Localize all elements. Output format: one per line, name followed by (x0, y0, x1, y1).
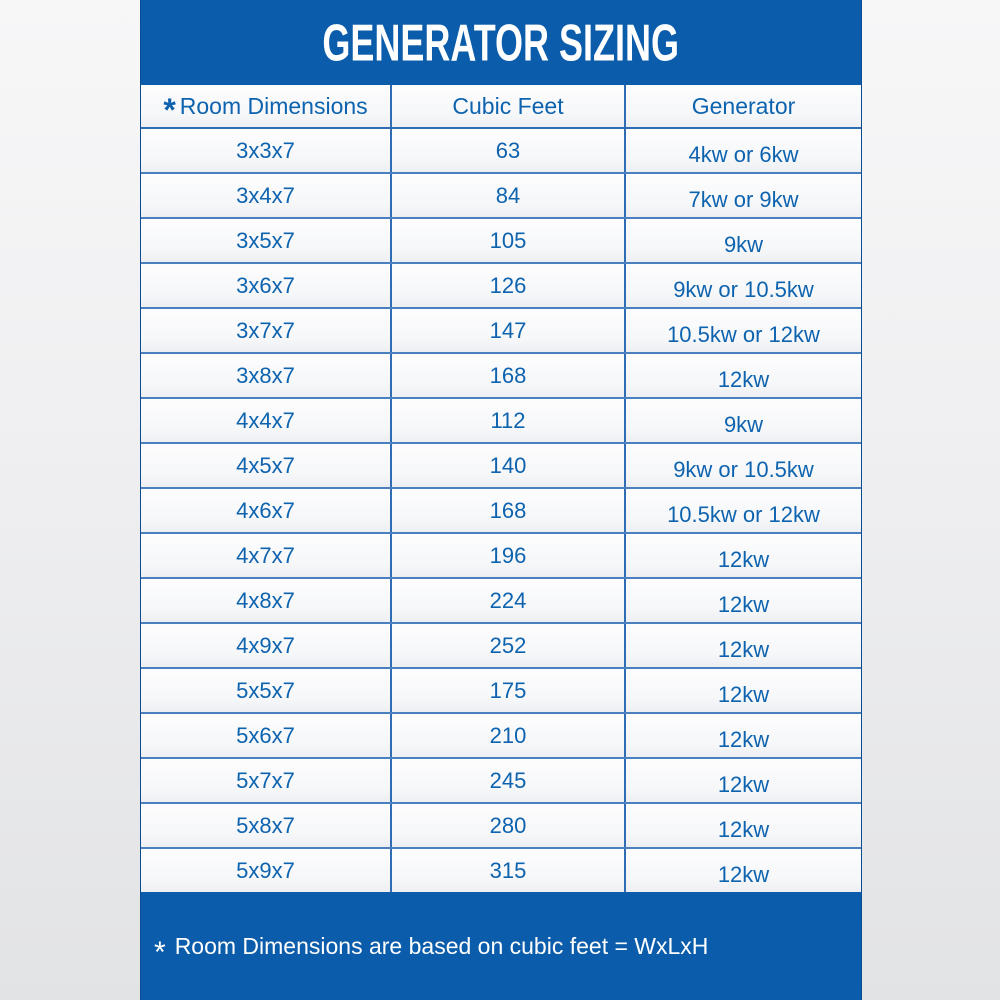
cubic-feet-cell: 112 (391, 398, 625, 443)
table-header-row (141, 85, 861, 128)
cubic-feet-cell: 147 (391, 308, 625, 353)
table-row (141, 623, 861, 668)
room-dimensions-cell: 4x6x7 (141, 488, 391, 533)
table-row (141, 173, 861, 218)
room-dimensions-cell: 3x5x7 (141, 218, 391, 263)
room-dimensions-cell: 3x3x7 (141, 128, 391, 173)
column-header-label: Cubic Feet (452, 92, 564, 119)
cubic-feet-cell: 126 (391, 263, 625, 308)
cubic-feet-cell: 245 (391, 758, 625, 803)
generator-cell: 10.5kw or 12kw (625, 488, 861, 533)
generator-sizing-table (141, 85, 861, 894)
room-dimensions-cell: 4x4x7 (141, 398, 391, 443)
table-row (141, 263, 861, 308)
table-row (141, 443, 861, 488)
table-row (141, 668, 861, 713)
title-bar (141, 0, 861, 85)
generator-cell: 12kw (625, 533, 861, 578)
room-dimensions-cell: 4x8x7 (141, 578, 391, 623)
generator-cell: 9kw (625, 398, 861, 443)
table-body (141, 128, 861, 893)
cubic-feet-cell: 315 (391, 848, 625, 893)
generator-cell: 7kw or 9kw (625, 173, 861, 218)
room-dimensions-cell: 4x9x7 (141, 623, 391, 668)
room-dimensions-cell: 5x6x7 (141, 713, 391, 758)
column-header-label: Generator (691, 92, 796, 119)
cubic-feet-cell: 168 (391, 488, 625, 533)
cubic-feet-cell: 168 (391, 353, 625, 398)
room-dimensions-cell: 5x7x7 (141, 758, 391, 803)
cubic-feet-cell: 63 (391, 128, 625, 173)
asterisk-icon: * (163, 91, 176, 128)
cubic-feet-cell: 210 (391, 713, 625, 758)
cubic-feet-cell: 84 (391, 173, 625, 218)
table-row (141, 713, 861, 758)
table-row (141, 578, 861, 623)
room-dimensions-cell: 3x7x7 (141, 308, 391, 353)
room-dimensions-cell: 3x8x7 (141, 353, 391, 398)
table-row (141, 848, 861, 893)
generator-cell: 12kw (625, 758, 861, 803)
cubic-feet-cell: 196 (391, 533, 625, 578)
table-row (141, 488, 861, 533)
column-header-cubic-feet (391, 85, 625, 128)
room-dimensions-cell: 5x5x7 (141, 668, 391, 713)
column-header-generator (625, 85, 861, 128)
generator-sizing-panel (141, 0, 861, 1000)
table-row (141, 533, 861, 578)
table-row (141, 353, 861, 398)
cubic-feet-cell: 252 (391, 623, 625, 668)
generator-cell: 12kw (625, 668, 861, 713)
cubic-feet-cell: 175 (391, 668, 625, 713)
table-row (141, 308, 861, 353)
generator-cell: 12kw (625, 848, 861, 893)
generator-cell: 12kw (625, 623, 861, 668)
footnote-bar: * Room Dimensions are based on cubic feet = WxLxH (141, 892, 861, 1000)
generator-cell: 12kw (625, 803, 861, 848)
table-row (141, 398, 861, 443)
generator-cell: 9kw or 10.5kw (625, 443, 861, 488)
room-dimensions-cell: 4x5x7 (141, 443, 391, 488)
table-row (141, 128, 861, 173)
page-title: GENERATOR SIZING (322, 13, 680, 72)
room-dimensions-cell: 5x8x7 (141, 803, 391, 848)
generator-cell: 12kw (625, 578, 861, 623)
room-dimensions-cell: 3x4x7 (141, 173, 391, 218)
column-header-room-dimensions (141, 85, 391, 128)
room-dimensions-cell: 4x7x7 (141, 533, 391, 578)
table-header (141, 85, 861, 128)
cubic-feet-cell: 105 (391, 218, 625, 263)
table-row (141, 758, 861, 803)
table-row (141, 218, 861, 263)
cubic-feet-cell: 140 (391, 443, 625, 488)
room-dimensions-cell: 5x9x7 (141, 848, 391, 893)
generator-cell: 9kw or 10.5kw (625, 263, 861, 308)
table-row (141, 803, 861, 848)
generator-cell: 12kw (625, 713, 861, 758)
room-dimensions-cell: 3x6x7 (141, 263, 391, 308)
generator-cell: 10.5kw or 12kw (625, 308, 861, 353)
generator-cell: 12kw (625, 353, 861, 398)
generator-cell: 4kw or 6kw (625, 128, 861, 173)
generator-cell: 9kw (625, 218, 861, 263)
footnote-text: Room Dimensions are based on cubic feet = WxLxH (174, 932, 709, 959)
cubic-feet-cell: 224 (391, 578, 625, 623)
cubic-feet-cell: 280 (391, 803, 625, 848)
column-header-label: Room Dimensions (179, 92, 368, 119)
